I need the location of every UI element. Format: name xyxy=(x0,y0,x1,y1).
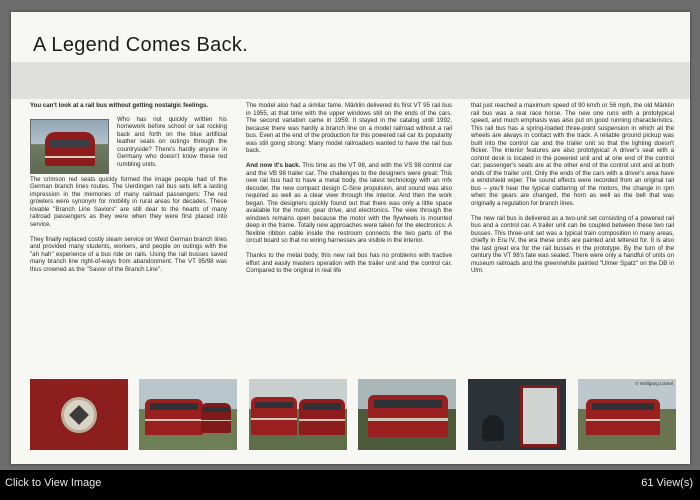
subheading: And now it's back. xyxy=(246,162,301,169)
paragraph: The new rail bus is delivered as a two-unit set consisting of a powered rail bus and a control car. A trailer unit can be coupled between these two rail busses. This three-unit set was a typical train composition in many areas, chiefly in Era IV, the era these units are painted and lettered for. It is also the last great era for the rail busses in the prototype. By the turn of the century the VT 98's fate was sealed. There were only a handful of units on museum railroads and the green/white painted "Ulmer Spatz" on the DB in Ulm. xyxy=(471,214,674,274)
view-image-link[interactable]: Click to View Image xyxy=(5,477,102,489)
photo-interior xyxy=(468,379,566,450)
magazine-page xyxy=(11,12,690,464)
intro-block xyxy=(30,116,227,176)
view-count: 61 View(s) xyxy=(641,477,693,489)
paragraph xyxy=(246,162,452,245)
text-column-2 xyxy=(246,102,452,282)
passenger-silhouette xyxy=(482,415,504,441)
rail-bus-illustration xyxy=(45,132,95,166)
paragraph: They finally replaced costly steam service on West German branch lines and provided many students, workers, and people on outings with the "ah hah" experience of a bus ride on rails. Using the rail busses saved many branch line right-of-ways from abandonment. The VT 95/98 was thus crowned as the "Savior of the Branch Line". xyxy=(30,235,227,273)
text-column-3 xyxy=(471,102,674,282)
photo-station xyxy=(139,379,237,450)
photo-emblem xyxy=(30,379,128,450)
header-band xyxy=(11,62,690,99)
door-view xyxy=(520,385,560,447)
intro-paragraph: Who has not quickly written his homework before school or sat rocking back and forth on the blue artificial leather seats on outings through the countryside? There's hardly anyone in Germany who doesn't know these red rumbling units. xyxy=(117,115,227,168)
photo-rail-bus xyxy=(358,379,456,450)
paragraph: Thanks to the metal body, this new rail bus has no problems with tractive effort and easily masters operation with the trailer unit and the control car. Compared to the original in real life xyxy=(246,252,452,274)
viewer-footer xyxy=(0,470,700,500)
paragraph: The model also had a similar fame. Märklin delivered its first VT 95 rail bus in 1955, at that time with the upper windows still on the ends of the cars. The second variation came in 1959. It stayed in the catalog until 1992, because there was hardly a branch line on a model railroad without a rail bus. Even at the end of the production for this powered rail car its popularity was still going strong: Many model railroaders wanted to have the rail bus back. xyxy=(246,102,452,154)
page-title: A Legend Comes Back. xyxy=(33,34,249,56)
photo-two-units xyxy=(249,379,347,450)
text-column-1 xyxy=(30,102,227,281)
paragraph-text: This time as the VT 98, and with the VS 98 control car and the VB 98 trailer car. The challenges to the designers were great: This new rail bus had to have a metal body, the latest technology with an mfx decoder, the new compact design C-Sine propulsion, and sound was also required as well as a clear view through the interior. And then the work began. The designers quickly found out that there was only a little space available for the motor, gear drive, and electronics. The view through the windows remains open because the motor with the flywheels is mounted deep in the frame. Totally new approaches were taken for the electronics: A flexible ribbon cable inside the restroom connects the two parts of the circuit board so that no wiring harnesses are visible in the interior. xyxy=(246,162,452,244)
photo-museum-train xyxy=(578,379,676,450)
paragraph: The crimson red seats quickly formed the image people had of the German branch lines routes. The Uerdingen rail bus sets left a lasting impression in the memories of many railroad passengers: The red growlers were synonym for mobility in rural areas for decades. These lovable "Branch Line Saviors" are still dear to the hearts of many railroad passengers as they were when they were first placed into service. xyxy=(30,175,227,228)
paragraph: that just reached a maximum speed of 90 km/h or 56 mph, the old Märklin rail bus was a real race horse. The new one runs with a prototypical speed, and much emphasis was also put on good running characteristics. This rail bus has a spring-loaded three-point suspension in which all the wheels are always in contact with the track. A reliable ground pickup was built into the control car and the trailer unit so that the lighting doesn't flicker. The interior features are also prototypical: A driver's seat with a control desk is located in the powered unit and at one end of the control car; passenger's seats are at the other end of the control unit and at both ends of the trailer unit. Only the ends of the cars with a driver's area have a windshield wiper. The sound effects were recorded from an original rail bus – you'll hear the typical clattering of the motors, the change in rpm when the gears are changed, the horn as well as the bell that was originally a regulation for branch lines. xyxy=(471,102,674,207)
lead-text: You can't look at a rail bus without getting nostalgic feelings. xyxy=(30,102,209,109)
photo-credit: © Wolfgang Löckel xyxy=(635,381,673,386)
photo-strip xyxy=(30,379,676,451)
db-emblem-icon xyxy=(61,397,97,433)
rail-bus-photo xyxy=(30,119,109,174)
